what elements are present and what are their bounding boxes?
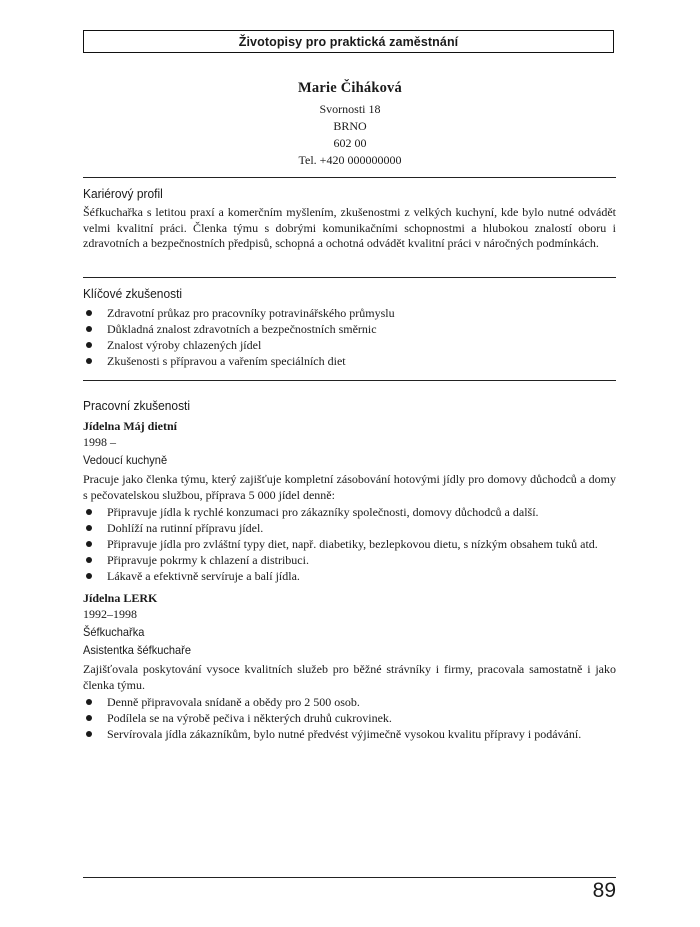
career-profile-text: Šéfkuchařka s letitou praxí a komerčním myšlením, zkušenostmi z velkých kuchyní, kde bylo nutné odvádět velmi kvalitní práci. Členka týmu s dobrými komunikačními schopnostmi a hlubokou znalostí oboru i zdravotních a bezpečnostních předpisů, schopná a ochotná odvádět kvalitní práci v náročných podmínkách.	[83, 205, 616, 250]
job-duties-list	[83, 504, 616, 584]
city: BRNO	[333, 119, 367, 133]
candidate-name: Marie Čiháková	[298, 80, 402, 96]
job-duties-list	[83, 694, 616, 742]
list-item: Připravuje jídla k rychlé konzumaci pro zákazníky společnosti, domovy důchodců a další.	[83, 504, 616, 520]
list-item: Dohlíží na rutinní přípravu jídel.	[83, 520, 616, 536]
bullet-icon	[86, 509, 92, 515]
page-number: 89	[592, 879, 616, 902]
employer-name: Jídelna LERK	[83, 591, 158, 605]
list-item: Zkušenosti s přípravou a vařením speciálních diet	[83, 353, 616, 369]
section-title-career-profile: Kariérový profil	[83, 186, 163, 201]
bullet-icon	[86, 731, 92, 737]
job-description: Zajišťovala poskytování vysoce kvalitních služeb pro běžné strávníky i firmy, pracovala samostatně i jako členka týmu.	[83, 662, 616, 692]
bullet-icon	[86, 557, 92, 563]
list-item: Znalost výroby chlazených jídel	[83, 337, 616, 353]
bullet-icon	[86, 326, 92, 332]
job-years: 1992–1998	[83, 607, 137, 621]
list-item: Důkladná znalost zdravotních a bezpečnostních směrnic	[83, 321, 616, 337]
bullet-icon	[86, 342, 92, 348]
bullet-icon	[86, 358, 92, 364]
job-description: Pracuje jako členka týmu, který zajišťuje kompletní zásobování hotovými jídly pro domovy důchodců a domy s pečovatelskou službou, příprava 5 000 jídel denně:	[83, 472, 616, 502]
list-item: Denně připravovala snídaně a obědy pro 2 500 osob.	[83, 694, 616, 710]
bullet-icon	[86, 715, 92, 721]
zip-code: 602 00	[333, 136, 367, 150]
bullet-icon	[86, 310, 92, 316]
divider	[83, 380, 616, 381]
section-title-key-experience: Klíčové zkušenosti	[83, 286, 183, 301]
list-item: Připravuje pokrmy k chlazení a distribuci.	[83, 552, 616, 568]
list-item: Lákavě a efektivně servíruje a balí jídla.	[83, 568, 616, 584]
contact-block	[0, 80, 700, 169]
job-entry	[83, 418, 616, 584]
job-role: Vedoucí kuchyně	[83, 453, 168, 467]
street-address: Svornosti 18	[319, 102, 381, 116]
job-role: Asistentka šéfkuchaře	[83, 643, 192, 657]
bullet-icon	[86, 699, 92, 705]
divider	[83, 177, 616, 178]
job-entry	[83, 590, 616, 742]
career-profile-section	[83, 186, 616, 252]
list-item: Servírovala jídla zákazníkům, bylo nutné předvést výjimečně vysokou kvalitu přípravy i podávání.	[83, 726, 616, 742]
footer-divider	[83, 877, 616, 878]
running-header: Životopisy pro praktická zaměstnání	[83, 30, 614, 53]
list-item: Zdravotní průkaz pro pracovníky potravinářského průmyslu	[83, 305, 616, 321]
key-experience-list	[83, 305, 616, 369]
section-title-work-experience: Pracovní zkušenosti	[83, 398, 191, 413]
job-role: Šéfkuchařka	[83, 625, 145, 639]
phone-number: Tel. +420 000000000	[298, 153, 402, 167]
bullet-icon	[86, 525, 92, 531]
job-years: 1998 –	[83, 435, 116, 449]
key-experience-section	[83, 286, 616, 369]
employer-name: Jídelna Máj dietní	[83, 419, 178, 433]
work-experience-section	[83, 398, 616, 742]
divider	[83, 277, 616, 278]
bullet-icon	[86, 573, 92, 579]
list-item: Podílela se na výrobě pečiva i některých druhů cukrovinek.	[83, 710, 616, 726]
bullet-icon	[86, 541, 92, 547]
list-item: Připravuje jídla pro zvláštní typy diet, např. diabetiky, bezlepkovou dietu, s nízkým obsahem tuků atd.	[83, 536, 616, 552]
